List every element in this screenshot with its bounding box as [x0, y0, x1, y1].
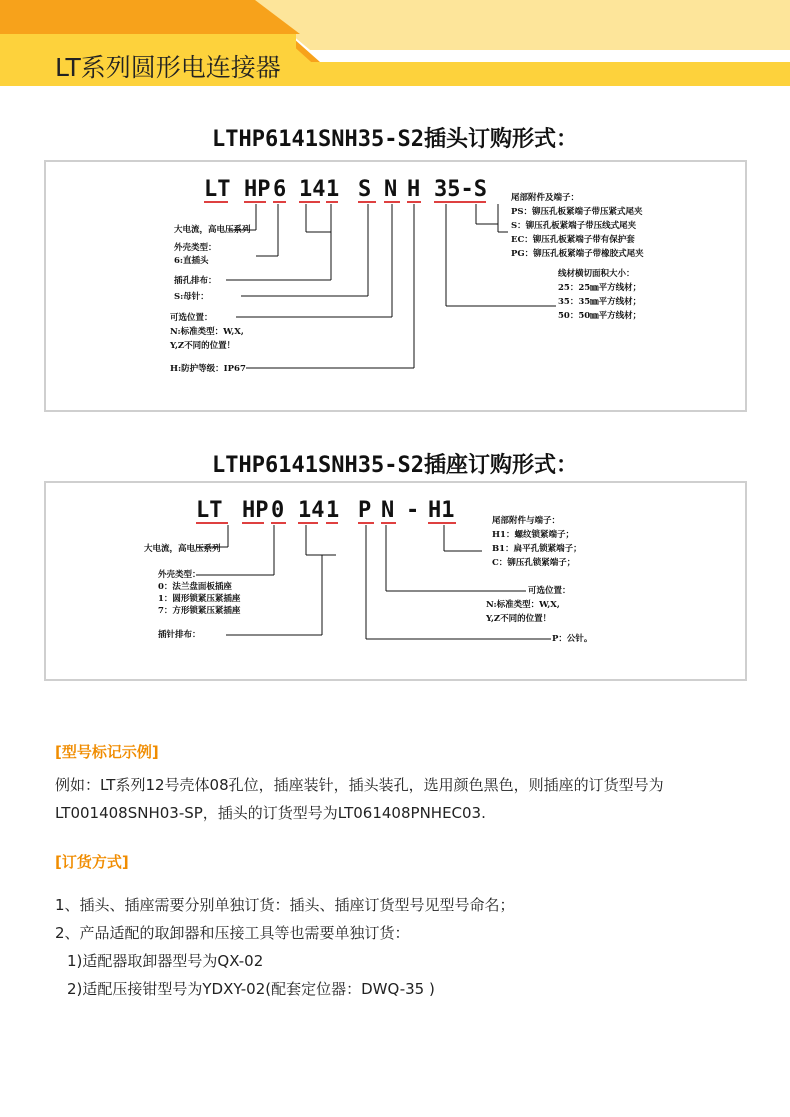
socket-right-note: 可选位置： [528, 586, 571, 596]
plug-right-note: PG：铆压孔板紧端子带橡胶式尾夹 [511, 249, 644, 259]
plug-left-note: N:标准类型：W,X, [170, 327, 244, 337]
socket-left-note: 外壳类型： [158, 570, 201, 580]
socket-code-part: LT [196, 498, 223, 523]
ordering-line-2: 2、产品适配的取卸器和压接工具等也需要单独订货： [55, 924, 410, 942]
socket-code-part: 14 [298, 498, 325, 523]
socket-right-note: H1：螺纹锁紧端子； [492, 530, 574, 540]
plug-diagram-box [44, 160, 747, 412]
plug-right-note: 35：35㎜平方线材； [558, 297, 642, 307]
socket-right-note: Y,Z不同的位置！ [486, 614, 552, 624]
socket-left-note: 大电流，高电压系列 [144, 544, 221, 554]
socket-code-part: 0 [271, 498, 285, 523]
page-title: LT系列圆形电连接器 [55, 53, 281, 82]
plug-right-note: EC：铆压孔板紧端子带有保护套 [511, 235, 635, 245]
ordering-text [55, 891, 515, 1003]
ordering-line-4: 2)适配压接钳型号为YDXY-02(配套定位器：DWQ-35 ) [67, 980, 435, 998]
socket-left-note: 1：圆形锁紧压紧插座 [158, 594, 241, 604]
socket-diagram [46, 483, 746, 681]
plug-diagram [46, 162, 746, 412]
plug-left-note: 6:直插头 [174, 256, 209, 266]
plug-code-part: HP [244, 177, 271, 202]
plug-left-note: 可选位置： [170, 313, 213, 323]
socket-diagram-title: LTHP6141SNH35-S2插座订购形式： [212, 453, 578, 478]
plug-right-note: 线材横切面积大小： [558, 269, 635, 279]
plug-right-note: 50：50㎜平方线材； [558, 311, 642, 321]
header-banner [0, 0, 790, 86]
socket-right-note: C：铆压孔锁紧端子； [492, 558, 576, 568]
plug-code-part: 1 [326, 177, 340, 202]
socket-code-part: 1 [326, 498, 340, 523]
socket-left-note: 7：方形锁紧压紧插座 [158, 606, 241, 616]
socket-left-note: 插针排布： [158, 630, 201, 640]
plug-right-note: 尾部附件及端子： [511, 193, 580, 203]
plug-left-note: Y,Z不同的位置！ [170, 341, 236, 351]
plug-left-note: H:防护等级：IP67 [170, 364, 246, 374]
example-heading: [型号标记示例] [55, 743, 159, 761]
socket-code-part: N [381, 498, 395, 523]
plug-right-note: S：铆压孔板紧端子带压线式尾夹 [511, 221, 637, 231]
plug-right-note: PS：铆压孔板紧端子带压紧式尾夹 [511, 207, 643, 217]
plug-left-note: 插孔排布： [174, 276, 217, 286]
socket-code-part: - [406, 498, 420, 523]
plug-code-part: 35-S [434, 177, 487, 202]
example-line-2: LT001408SNH03-SP，插头的订货型号为LT061408PNHEC03. [55, 804, 486, 822]
socket-right-note: N:标准类型：W,X, [486, 600, 560, 610]
plug-code-part: S [358, 177, 372, 202]
socket-right-note: P：公针。 [552, 634, 593, 644]
example-line-1: 例如：LT系列12号壳体08孔位，插座装针，插头装孔，选用颜色黑色，则插座的订货型号为 [55, 776, 664, 794]
socket-left-note: 0：法兰盘面板插座 [158, 582, 232, 592]
socket-code-part: H1 [428, 498, 455, 523]
socket-diagram-box [44, 481, 747, 681]
plug-left-note: 大电流，高电压系列 [174, 225, 251, 235]
socket-code-part: P [358, 498, 372, 523]
ordering-line-1: 1、插头、插座需要分别单独订货：插头、插座订货型号见型号命名； [55, 896, 515, 914]
socket-right-note: 尾部附件与端子： [492, 516, 561, 526]
socket-right-note: B1：扁平孔锁紧端子； [492, 544, 582, 554]
plug-left-note: S:母针： [174, 292, 209, 302]
plug-code-part: N [384, 177, 398, 202]
plug-code-part: H [407, 177, 421, 202]
example-text [55, 771, 664, 827]
ordering-line-3: 1)适配器取卸器型号为QX-02 [67, 952, 264, 970]
plug-code-part: 6 [273, 177, 287, 202]
plug-right-note: 25：25㎜平方线材； [558, 283, 642, 293]
plug-code-part: LT [204, 177, 231, 202]
plug-code-part: 14 [299, 177, 326, 202]
plug-left-note: 外壳类型： [174, 243, 217, 253]
socket-code-part: HP [242, 498, 269, 523]
ordering-heading: [订货方式] [55, 853, 129, 871]
plug-diagram-title: LTHP6141SNH35-S2插头订购形式： [212, 127, 578, 152]
